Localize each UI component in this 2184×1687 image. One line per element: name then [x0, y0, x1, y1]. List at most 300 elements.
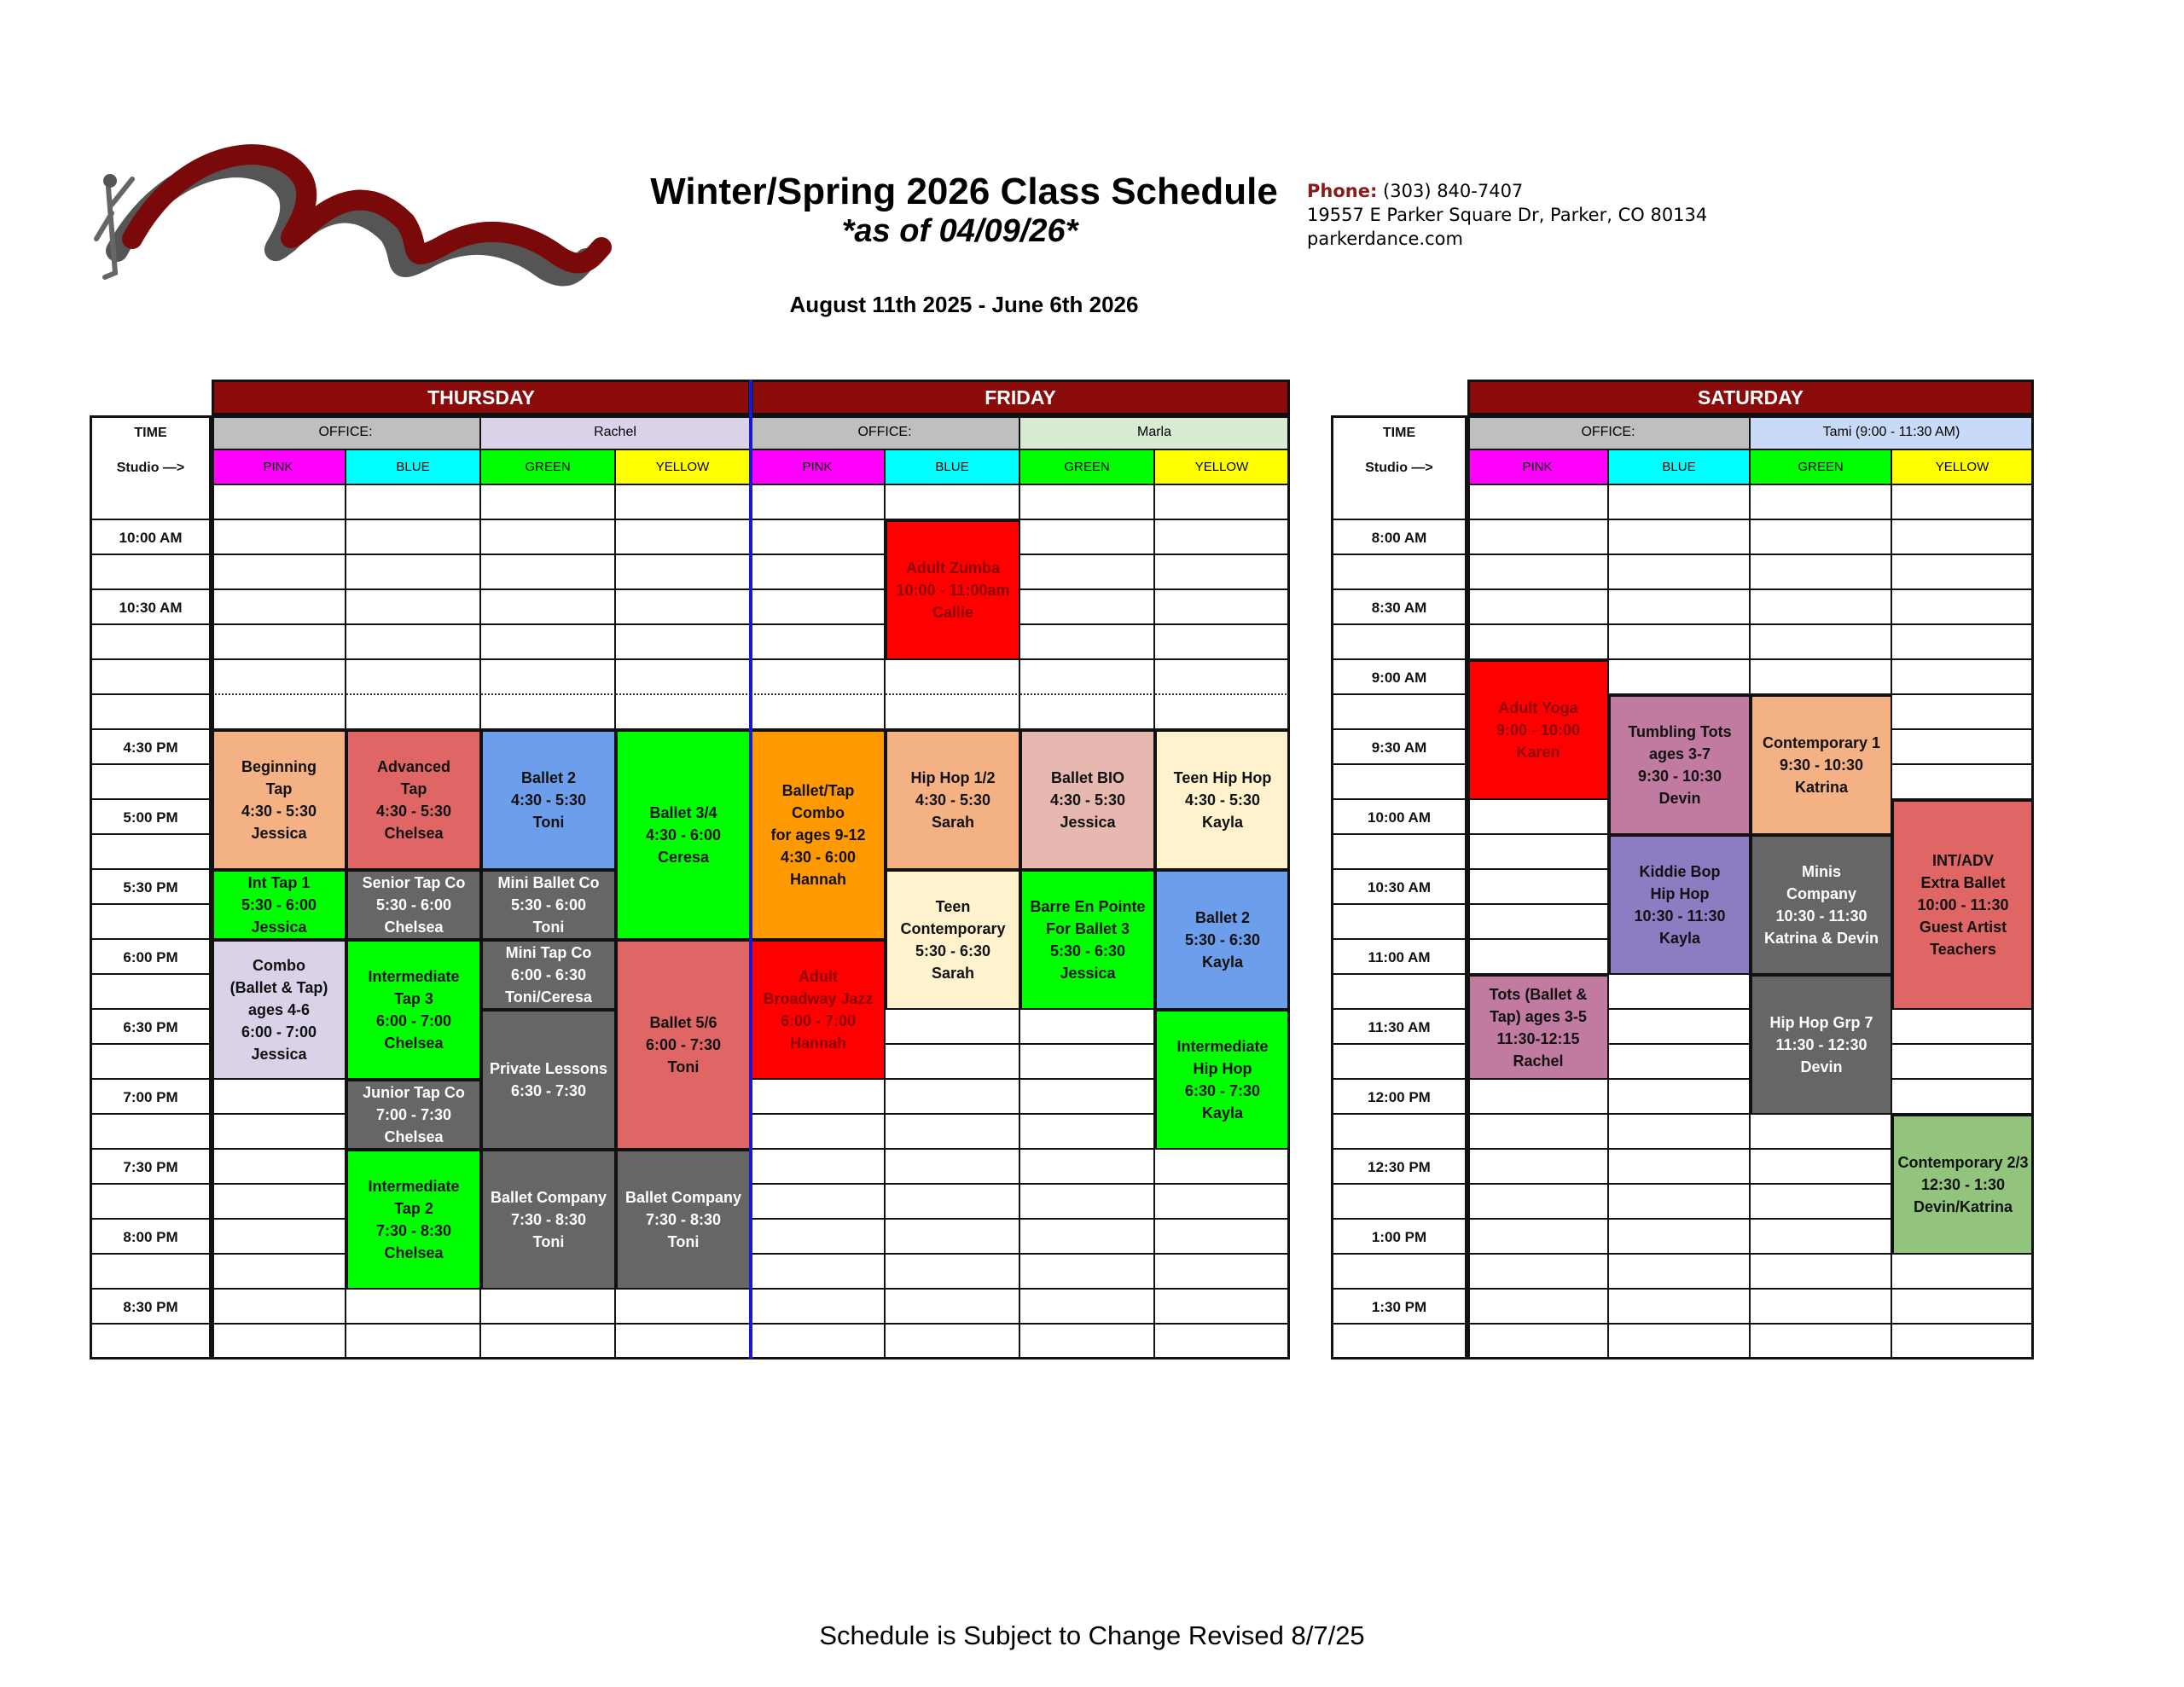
schedule-slot: [751, 485, 886, 520]
class-block[interactable]: [886, 520, 1020, 660]
class-block[interactable]: [1020, 870, 1155, 1010]
studio-header: Studio —>: [116, 460, 185, 475]
class-text-line: Katrina: [1794, 779, 1848, 796]
class-block[interactable]: [1155, 870, 1290, 1010]
time-cell: [90, 1325, 212, 1359]
schedule-slot: [212, 590, 346, 625]
schedule-slot: [1751, 625, 1892, 660]
class-text-line: Intermediate: [368, 968, 460, 985]
class-text-line: Kayla: [1658, 930, 1701, 947]
thursday-friday-schedule: [90, 380, 1290, 1359]
class-block[interactable]: [751, 730, 886, 940]
schedule-slot: [212, 1290, 346, 1325]
schedule-slot: [1609, 1080, 1751, 1115]
schedule-slot: [1609, 1045, 1751, 1080]
class-block[interactable]: [1751, 695, 1892, 835]
class-block[interactable]: [481, 1150, 616, 1290]
class-text-line: 5:30 - 6:00: [241, 896, 317, 913]
time-label: 12:30 PM: [1368, 1158, 1431, 1175]
studio-yellow: YELLOW: [616, 450, 751, 485]
time-cell: [90, 555, 212, 590]
schedule-slot: [1467, 555, 1609, 590]
phone-line: [1307, 179, 1785, 203]
studio-header: Studio —>: [1365, 460, 1433, 475]
schedule-slot: [1609, 975, 1751, 1010]
class-block[interactable]: [346, 730, 481, 870]
class-text-line: 4:30 - 6:00: [645, 826, 722, 844]
schedule-slot: [1020, 1150, 1155, 1185]
schedule-slot: [346, 485, 481, 520]
schedule-slot: [886, 1185, 1020, 1220]
class-block[interactable]: [616, 940, 751, 1150]
time-cell: [90, 1255, 212, 1290]
studio-green: GREEN: [1020, 450, 1155, 485]
schedule-slot: [1155, 1290, 1290, 1325]
schedule-slot: [1892, 695, 2034, 730]
class-block[interactable]: [346, 870, 481, 940]
class-block[interactable]: [751, 940, 886, 1080]
class-text-line: 9:30 - 10:30: [1779, 757, 1864, 774]
class-block[interactable]: [1467, 975, 1609, 1080]
schedule-slot: [1609, 1010, 1751, 1045]
contact-block: [1307, 179, 1785, 251]
class-text-line: 6:30 - 7:30: [1184, 1082, 1261, 1099]
class-text-line: 5:30 - 6:30: [915, 942, 991, 959]
class-text-line: Beginning: [241, 758, 317, 775]
time-label: 5:00 PM: [123, 809, 178, 826]
class-text-line: Jessica: [1060, 814, 1116, 831]
class-text-line: Sarah: [931, 965, 975, 982]
schedule-slot: [1609, 660, 1751, 695]
class-text-line: Devin/Katrina: [1913, 1198, 2013, 1215]
class-text-line: Ballet BIO: [1050, 769, 1125, 786]
schedule-slot: [1609, 520, 1751, 555]
class-text-line: Teen: [935, 898, 971, 915]
time-label: 7:00 PM: [123, 1088, 178, 1105]
schedule-slot: [1467, 1150, 1609, 1185]
class-text-line: Tots (Ballet &: [1489, 985, 1588, 1003]
schedule-slot: [1467, 800, 1609, 835]
class-text-line: Teen Hip Hop: [1173, 769, 1272, 786]
schedule-slot: [1155, 520, 1290, 555]
schedule-slot: [1609, 1115, 1751, 1150]
class-text-line: 4:30 - 5:30: [510, 791, 587, 809]
schedule-slot: [751, 1255, 886, 1290]
class-text-line: Hannah: [789, 871, 846, 888]
time-cell: [90, 485, 212, 520]
page-title: Winter/Spring 2026 Class Schedule: [650, 171, 1278, 212]
time-cell: [1331, 1255, 1467, 1290]
schedule-slot: [1751, 485, 1892, 520]
class-text-line: 10:30 - 11:30: [1775, 907, 1867, 925]
schedule-slot: [616, 555, 751, 590]
schedule-slot: [1892, 1010, 2034, 1045]
time-cell: [1331, 975, 1467, 1010]
schedule-slot: [1751, 1255, 1892, 1290]
time-label: 5:30 PM: [123, 878, 178, 896]
schedule-slot: [1467, 1115, 1609, 1150]
class-block[interactable]: [1155, 1010, 1290, 1150]
class-text-line: Tumbling Tots: [1628, 723, 1732, 740]
class-text-line: Hip Hop: [1650, 885, 1710, 902]
office-label: OFFICE:: [212, 415, 481, 450]
class-block[interactable]: [1892, 1115, 2034, 1255]
schedule-slot: [346, 520, 481, 555]
studio-yellow: YELLOW: [1155, 450, 1290, 485]
schedule-slot: [886, 1115, 1020, 1150]
class-text-line: Sarah: [931, 814, 975, 831]
schedule-slot: [212, 485, 346, 520]
class-text-line: Combo: [792, 804, 845, 821]
schedule-slot: [886, 695, 1020, 730]
class-block[interactable]: [212, 730, 346, 870]
class-text-line: Ballet/Tap: [781, 782, 855, 799]
schedule-slot: [1020, 695, 1155, 730]
class-text-line: Ballet 5/6: [649, 1014, 717, 1031]
schedule-slot: [751, 1220, 886, 1255]
website-link[interactable]: parkerdance.com: [1307, 229, 1463, 249]
class-block[interactable]: [1892, 800, 2034, 1010]
class-text-line: Hip Hop Grp 7: [1769, 1014, 1873, 1031]
schedule-slot: [886, 1080, 1020, 1115]
class-text-line: Kayla: [1201, 814, 1244, 831]
saturday-schedule: [1331, 380, 2034, 1359]
class-text-line: 12:30 - 1:30: [1920, 1176, 2006, 1193]
class-text-line: Private Lessons: [489, 1060, 608, 1077]
class-text-line: Tap: [265, 780, 293, 797]
class-text-line: for ages 9-12: [770, 826, 866, 844]
class-text-line: Adult Zumba: [906, 559, 1000, 577]
class-text-line: Contemporary 2/3: [1897, 1154, 2029, 1171]
class-text-line: Company: [1786, 885, 1856, 902]
class-text-line: Barre En Pointe: [1030, 898, 1146, 915]
class-text-line: Mini Ballet Co: [497, 874, 600, 891]
schedule-slot: [1609, 1185, 1751, 1220]
class-block[interactable]: [481, 1010, 616, 1150]
day-header-saturday: SATURDAY: [1467, 380, 2034, 415]
schedule-slot: [212, 625, 346, 660]
class-block[interactable]: [1751, 835, 1892, 975]
class-text-line: Tap 2: [394, 1200, 433, 1217]
phone-number[interactable]: (303) 840-7407: [1383, 181, 1524, 201]
schedule-slot: [1609, 590, 1751, 625]
class-block[interactable]: [1751, 975, 1892, 1115]
address: 19557 E Parker Square Dr, Parker, CO 80134: [1307, 205, 1708, 225]
time-cell: [1331, 765, 1467, 800]
schedule-slot: [1155, 695, 1290, 730]
phone-label: Phone:: [1307, 181, 1378, 201]
schedule-slot: [1020, 660, 1155, 695]
class-text-line: Toni: [667, 1233, 700, 1250]
class-block[interactable]: [346, 940, 481, 1080]
studio-blue: BLUE: [1609, 450, 1751, 485]
class-text-line: Kayla: [1201, 954, 1244, 971]
schedule-slot: [1467, 835, 1609, 870]
schedule-slot: [1609, 485, 1751, 520]
schedule-slot: [616, 1325, 751, 1359]
class-text-line: Jessica: [251, 1046, 307, 1063]
studio-logo: [81, 128, 627, 299]
schedule-slot: [1609, 555, 1751, 590]
schedule-slot: [1751, 1290, 1892, 1325]
time-cell: [90, 1115, 212, 1150]
schedule-slot: [1751, 555, 1892, 590]
schedule-slot: [1892, 765, 2034, 800]
schedule-slot: [346, 625, 481, 660]
class-text-line: Intermediate: [368, 1178, 460, 1195]
class-text-line: Junior Tap Co: [363, 1084, 465, 1101]
schedule-slot: [212, 1325, 346, 1359]
class-text-line: 7:30 - 8:30: [375, 1222, 452, 1239]
footer-note: Schedule is Subject to Change Revised 8/7/25: [819, 1620, 1365, 1650]
class-text-line: Kiddie Bop: [1639, 863, 1721, 880]
class-text-line: Kayla: [1201, 1104, 1244, 1122]
class-text-line: Adult: [799, 968, 838, 985]
class-text-line: Toni/Ceresa: [505, 988, 592, 1006]
schedule-slot: [346, 695, 481, 730]
class-text-line: 10:00 - 11:30: [1917, 896, 2009, 913]
schedule-slot: [1467, 1325, 1609, 1359]
time-cell: [1331, 1045, 1467, 1080]
schedule-slot: [1020, 1325, 1155, 1359]
office-person: Rachel: [481, 415, 751, 450]
schedule-slot: [481, 1325, 616, 1359]
class-text-line: Contemporary 1: [1762, 734, 1881, 751]
studio-pink: PINK: [212, 450, 346, 485]
class-text-line: Tap: [400, 780, 427, 797]
class-text-line: 5:30 - 6:30: [1184, 931, 1261, 948]
class-text-line: Advanced: [376, 758, 451, 775]
schedule-slot: [1467, 870, 1609, 905]
schedule-slot: [1892, 660, 2034, 695]
schedule-slot: [1609, 1255, 1751, 1290]
class-text-line: 6:00 - 7:00: [375, 1012, 452, 1029]
class-text-line: Chelsea: [384, 1128, 444, 1145]
class-text-line: Extra Ballet: [1920, 874, 2006, 891]
time-cell: [1331, 485, 1467, 520]
studio-yellow: YELLOW: [1892, 450, 2034, 485]
schedule-slot: [1609, 1150, 1751, 1185]
class-text-line: Ballet 3/4: [649, 804, 717, 821]
schedule-slot: [1155, 555, 1290, 590]
schedule-slot: [1020, 625, 1155, 660]
schedule-slot: [1892, 1080, 2034, 1115]
schedule-slot: [886, 1290, 1020, 1325]
schedule-slot: [1751, 1185, 1892, 1220]
class-block[interactable]: [616, 1150, 751, 1290]
schedule-slot: [1020, 1080, 1155, 1115]
class-text-line: Karen: [1516, 744, 1560, 761]
class-text-line: Jessica: [251, 825, 307, 842]
studio-pink: PINK: [751, 450, 886, 485]
schedule-slot: [1467, 485, 1609, 520]
schedule-slot: [751, 695, 886, 730]
schedule-slot: [1155, 1325, 1290, 1359]
class-block[interactable]: [481, 870, 616, 940]
class-block[interactable]: [616, 730, 751, 940]
class-text-line: 7:00 - 7:30: [375, 1106, 452, 1123]
class-block[interactable]: [1020, 730, 1155, 870]
office-label: OFFICE:: [1467, 415, 1751, 450]
class-text-line: Senior Tap Co: [362, 874, 466, 891]
time-cell: [90, 905, 212, 940]
time-cell: [90, 975, 212, 1010]
time-cell: [1331, 835, 1467, 870]
time-cell: [90, 1045, 212, 1080]
schedule-slot: [481, 485, 616, 520]
schedule-slot: [1020, 520, 1155, 555]
time-cell: [90, 625, 212, 660]
schedule-slot: [616, 695, 751, 730]
schedule-slot: [1892, 485, 2034, 520]
time-cell: [1331, 625, 1467, 660]
class-text-line: Devin: [1800, 1058, 1843, 1075]
schedule-slot: [751, 520, 886, 555]
class-text-line: 9:30 - 10:30: [1637, 768, 1722, 785]
class-block[interactable]: [1155, 730, 1290, 870]
time-cell: [1331, 905, 1467, 940]
schedule-slot: [1155, 485, 1290, 520]
schedule-slot: [1155, 590, 1290, 625]
schedule-slot: [616, 485, 751, 520]
class-block[interactable]: [1609, 835, 1751, 975]
class-text-line: 11:30-12:15: [1496, 1029, 1580, 1047]
schedule-slot: [1467, 1290, 1609, 1325]
time-label: 9:30 AM: [1371, 739, 1427, 756]
class-text-line: 6:00 - 7:00: [780, 1012, 857, 1029]
schedule-slot: [751, 625, 886, 660]
schedule-slot: [751, 660, 886, 695]
class-text-line: ages 3-7: [1648, 745, 1711, 762]
class-text-line: Int Tap 1: [247, 874, 311, 891]
schedule-slot: [346, 590, 481, 625]
time-cell: [1331, 1185, 1467, 1220]
schedule-slot: [1020, 485, 1155, 520]
schedule-slot: [481, 660, 616, 695]
time-label: 9:00 AM: [1371, 669, 1427, 686]
class-text-line: Toni: [532, 919, 565, 936]
schedule-slot: [1751, 520, 1892, 555]
schedule-slot: [1155, 625, 1290, 660]
class-text-line: Ballet 2: [1194, 909, 1251, 926]
schedule-slot: [1892, 1045, 2034, 1080]
class-block[interactable]: [212, 940, 346, 1080]
schedule-slot: [886, 1220, 1020, 1255]
schedule-slot: [751, 590, 886, 625]
schedule-slot: [481, 555, 616, 590]
schedule-slot: [1751, 1150, 1892, 1185]
class-block[interactable]: [346, 1150, 481, 1290]
schedule-slot: [1155, 1255, 1290, 1290]
office-person: Tami (9:00 - 11:30 AM): [1751, 415, 2034, 450]
schedule-slot: [1155, 660, 1290, 695]
schedule-slot: [616, 660, 751, 695]
schedule-slot: [616, 625, 751, 660]
schedule-slot: [481, 695, 616, 730]
schedule-slot: [886, 1150, 1020, 1185]
class-text-line: ages 4-6: [247, 1001, 311, 1018]
office-label: OFFICE:: [751, 415, 1020, 450]
class-block[interactable]: [886, 870, 1020, 1010]
schedule-slot: [1155, 1150, 1290, 1185]
class-text-line: Rachel: [1513, 1052, 1564, 1070]
time-cell: [1331, 1325, 1467, 1359]
class-text-line: For Ballet 3: [1045, 920, 1130, 937]
schedule-slot: [751, 1185, 886, 1220]
schedule-slot: [1892, 1255, 2034, 1290]
class-text-line: Ceresa: [657, 849, 710, 866]
schedule-slot: [1467, 625, 1609, 660]
schedule-slot: [1892, 730, 2034, 765]
schedule-slot: [616, 590, 751, 625]
schedule-slot: [1020, 555, 1155, 590]
schedule-slot: [1751, 1115, 1892, 1150]
class-text-line: Tap) ages 3-5: [1490, 1007, 1587, 1025]
schedule-slot: [212, 1185, 346, 1220]
class-text-line: 6:00 - 7:30: [645, 1036, 722, 1053]
studio-blue: BLUE: [346, 450, 481, 485]
schedule-slot: [346, 1290, 481, 1325]
class-text-line: Broadway Jazz: [763, 990, 874, 1007]
schedule-slot: [212, 1150, 346, 1185]
schedule-slot: [1609, 625, 1751, 660]
time-label: 8:00 PM: [123, 1228, 178, 1245]
class-text-line: Hannah: [789, 1035, 846, 1052]
class-block[interactable]: [346, 1080, 481, 1150]
date-range: August 11th 2025 - June 6th 2026: [789, 292, 1139, 317]
schedule-slot: [212, 660, 346, 695]
schedule-slot: [481, 1290, 616, 1325]
time-label: 12:00 PM: [1368, 1088, 1431, 1105]
schedule-slot: [212, 695, 346, 730]
class-text-line: Callie: [932, 604, 974, 621]
schedule-slot: [1751, 1220, 1892, 1255]
class-text-line: 7:30 - 8:30: [510, 1211, 587, 1228]
studio-green: GREEN: [481, 450, 616, 485]
schedule-slot: [1467, 1185, 1609, 1220]
class-block[interactable]: [212, 870, 346, 940]
class-block[interactable]: [1467, 660, 1609, 800]
class-block[interactable]: [481, 940, 616, 1010]
class-block[interactable]: [1609, 695, 1751, 835]
time-cell: [90, 835, 212, 870]
class-block[interactable]: [481, 730, 616, 870]
schedule-slot: [616, 520, 751, 555]
class-text-line: 4:30 - 5:30: [241, 803, 317, 820]
time-cell: [90, 765, 212, 800]
schedule-slot: [1892, 625, 2034, 660]
schedule-slot: [886, 485, 1020, 520]
time-label: 10:30 AM: [119, 599, 183, 616]
class-text-line: Adult Yoga: [1498, 699, 1578, 716]
schedule-slot: [212, 520, 346, 555]
class-text-line: Ballet Company: [490, 1189, 607, 1206]
class-text-line: Contemporary: [900, 920, 1006, 937]
schedule-slot: [1467, 590, 1609, 625]
time-label: 6:00 PM: [123, 948, 178, 965]
time-label: 8:30 AM: [1371, 599, 1427, 616]
schedule-slot: [751, 1080, 886, 1115]
time-header: TIME: [134, 425, 167, 440]
time-cell: [90, 695, 212, 730]
schedule-slot: [1467, 1220, 1609, 1255]
class-text-line: 7:30 - 8:30: [645, 1211, 722, 1228]
time-label: 7:30 PM: [123, 1158, 178, 1175]
class-block[interactable]: [886, 730, 1020, 870]
class-text-line: Mini Tap Co: [505, 944, 592, 961]
schedule-slot: [481, 520, 616, 555]
schedule-slot: [346, 1325, 481, 1359]
